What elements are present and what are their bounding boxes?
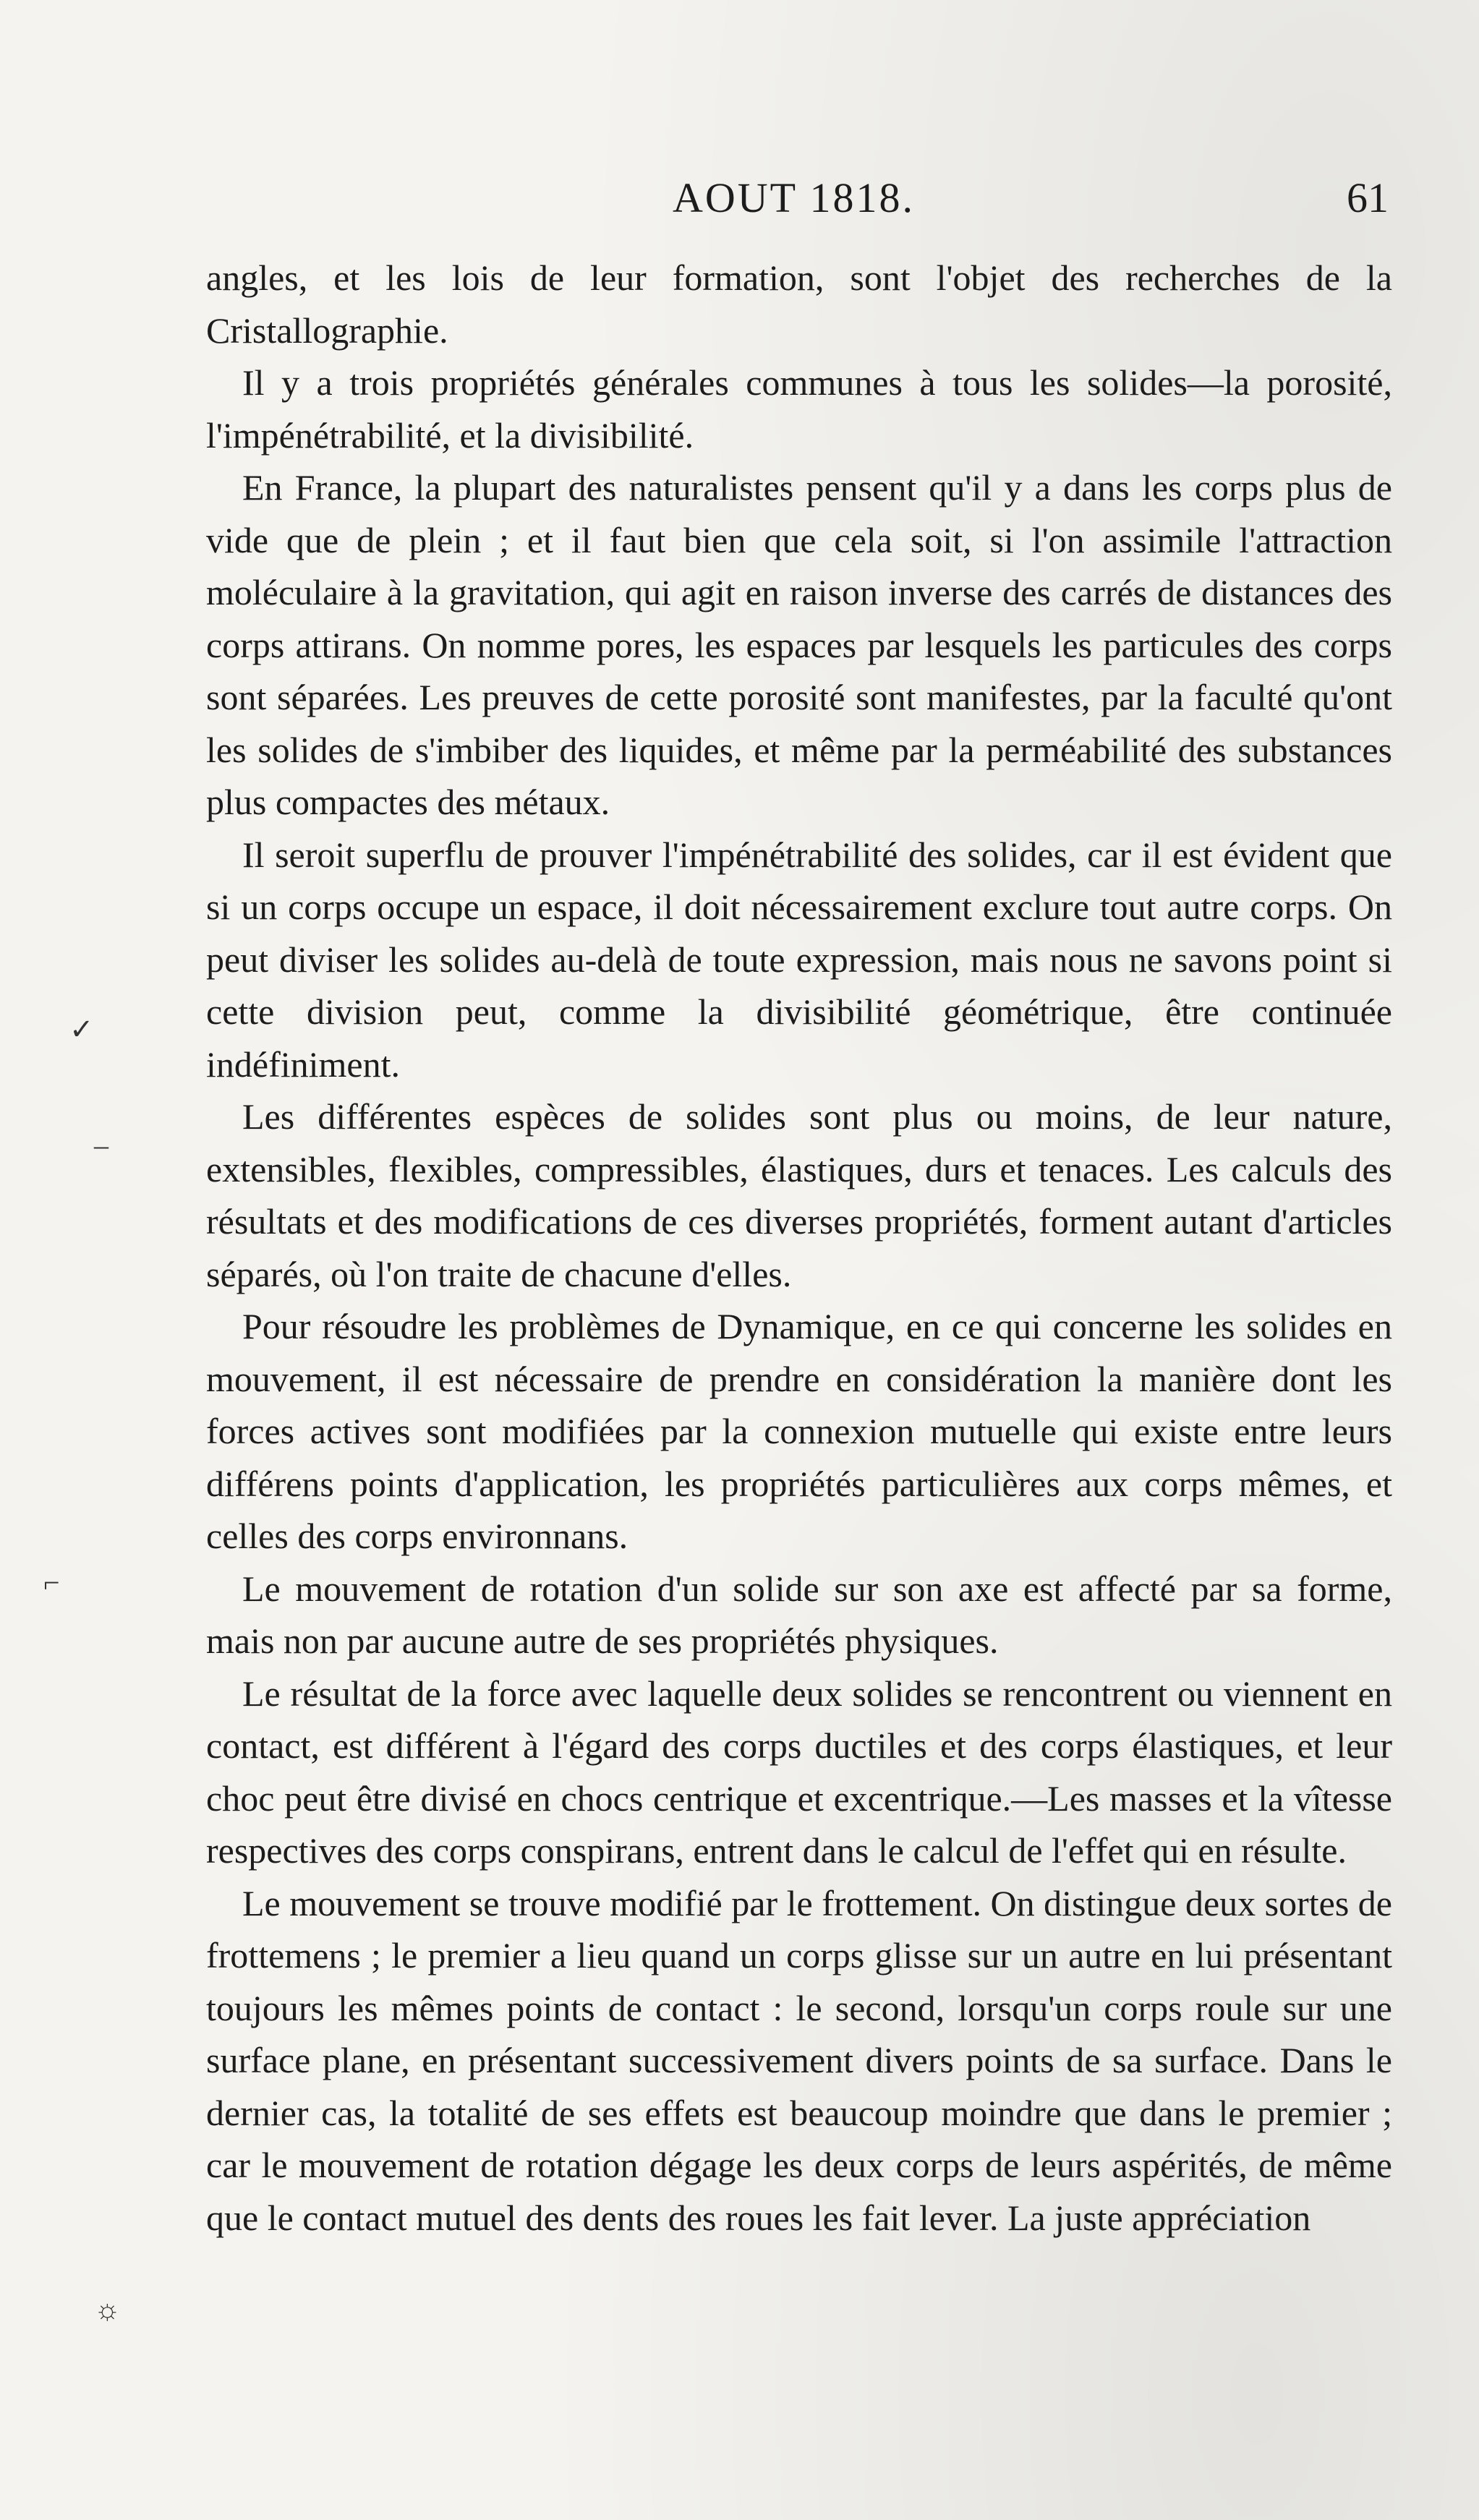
page-number: 61 — [1347, 174, 1389, 221]
running-head: AOUT 1818. — [673, 174, 916, 221]
paragraph: Les différentes espèces de solides sont plus ou moins, de leur nature, extensibles, flexibles, compressibles, élastiques, durs et tenaces. Les calculs des résultats et des modifications de ces diverses propriétés, forment autant d'articles séparés, où l'on traite de chacune d'elles. — [206, 1096, 1392, 1294]
margin-dash: – — [94, 1129, 108, 1161]
margin-scribble: ☼ — [94, 2293, 121, 2325]
paragraph: angles, et les lois de leur formation, sont l'objet des recherches de la Cristallographie. — [206, 257, 1392, 351]
paragraph: Le mouvement de rotation d'un solide sur son axe est affecté par sa forme, mais non par aucune autre de ses propriétés physiques. — [206, 1568, 1392, 1661]
margin-scribble: ✓ — [69, 1013, 94, 1046]
margin-scribble: ⌐ — [43, 1566, 60, 1599]
paragraph: Le mouvement se trouve modifié par le frottement. On distingue deux sortes de frottemens ; le premier a lieu quand un corps glisse sur un autre en lui présentant toujours les mêmes points de contact : le second, lorsqu'un corps roule sur une surface plane, en présentant successivement divers points de sa surface. Dans le dernier cas, la totalité de ses effets est beaucoup moindre que dans le premier ; car le mouvement de rotation dégage les deux corps de leurs aspérités, de même que le contact mutuel des dents des roues les fait lever. La juste appréciation — [206, 1882, 1392, 2238]
body-text — [206, 252, 1392, 2244]
paragraph: Le résultat de la force avec laquelle deux solides se rencontrent ou viennent en contact, est différent à l'égard des corps ductiles et des corps élastiques, et leur choc peut être divisé en chocs centrique et excentrique.—Les masses et la vîtesse respectives des corps conspirans, entrent dans le calcul de l'effet qui en résulte. — [206, 1673, 1392, 1871]
paragraph: Il y a trois propriétés générales communes à tous les solides—la porosité, l'impénétrabilité, et la divisibilité. — [206, 362, 1392, 456]
page-header — [0, 174, 1479, 231]
paragraph: En France, la plupart des naturalistes pensent qu'il y a dans les corps plus de vide que de plein ; et il faut bien que cela soit, si l'on assimile l'attraction moléculaire à la gravitation, qui agit en raison inverse des carrés de distances des corps attirans. On nomme pores, les espaces par lesquels les particules des corps sont séparées. Les preuves de cette porosité sont manifestes, par la faculté qu'ont les solides de s'imbiber des liquides, et même par la perméabilité des substances plus compactes des métaux. — [206, 467, 1392, 822]
paragraph: Pour résoudre les problèmes de Dynamique, en ce qui concerne les solides en mouvement, il est nécessaire de prendre en considération la manière dont les forces actives sont modifiées par la connexion mutuelle qui existe entre leurs différens points d'application, les propriétés particulières aux corps mêmes, et celles des corps environnans. — [206, 1306, 1392, 1556]
paragraph: Il seroit superflu de prouver l'impénétrabilité des solides, car il est évident que si un corps occupe un espace, il doit nécessairement exclure tout autre corps. On peut diviser les solides au-delà de toute expression, mais nous ne savons point si cette division peut, comme la divisibilité géométrique, être continuée indéfiniment. — [206, 834, 1392, 1085]
